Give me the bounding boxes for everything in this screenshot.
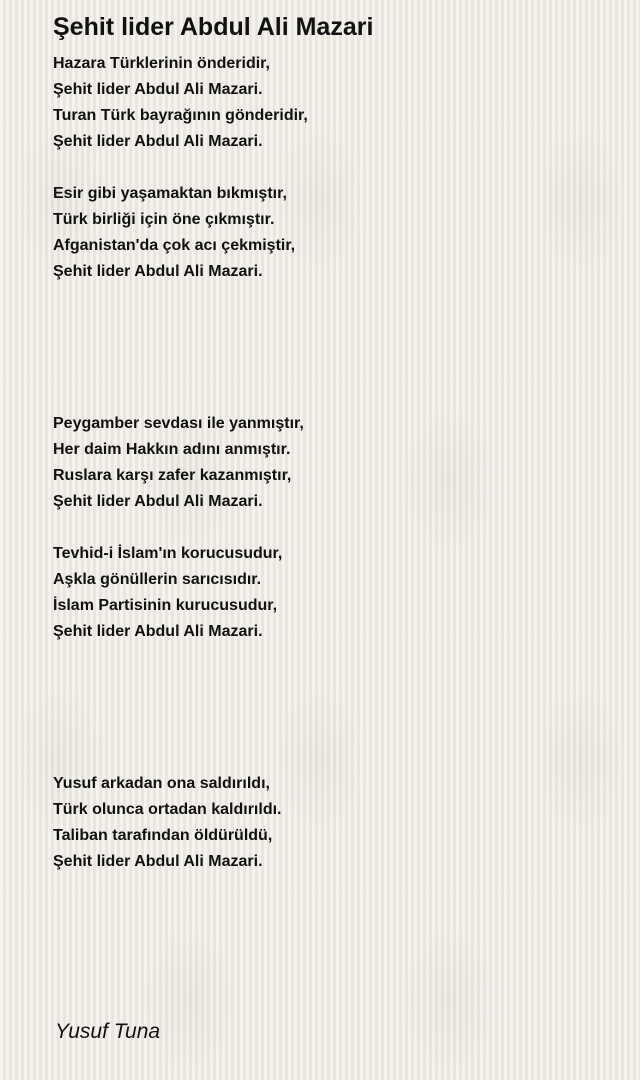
poem-title: Şehit lider Abdul Ali Mazari xyxy=(53,13,374,41)
poem-line: Şehit lider Abdul Ali Mazari. xyxy=(53,133,263,150)
poem-line: Şehit lider Abdul Ali Mazari. xyxy=(53,623,263,640)
poem-line: Türk birliği için öne çıkmıştır. xyxy=(53,211,275,228)
stanza-1 xyxy=(53,51,308,155)
poem-line: Peygamber sevdası ile yanmıştır, xyxy=(53,415,304,432)
poem-line: Şehit lider Abdul Ali Mazari. xyxy=(53,853,263,870)
poem-author: Yusuf Tuna xyxy=(55,1020,161,1043)
stanza-4 xyxy=(53,541,282,645)
poem-line: Türk olunca ortadan kaldırıldı. xyxy=(53,801,282,818)
poem-line: Tevhid-i İslam'ın korucusudur, xyxy=(53,545,283,562)
poem-line: Esir gibi yaşamaktan bıkmıştır, xyxy=(53,185,287,202)
poem-line: Şehit lider Abdul Ali Mazari. xyxy=(53,81,263,98)
poem-line: Hazara Türklerinin önderidir, xyxy=(53,55,270,72)
stanza-5 xyxy=(53,771,281,875)
poem-line: Taliban tarafından öldürüldü, xyxy=(53,827,273,844)
poem-line: Ruslara karşı zafer kazanmıştır, xyxy=(53,467,292,484)
poem-line: Her daim Hakkın adını anmıştır. xyxy=(53,441,291,458)
poem-line: İslam Partisinin kurucusudur, xyxy=(53,597,278,614)
poem-line: Aşkla gönüllerin sarıcısıdır. xyxy=(53,571,262,588)
stanza-3 xyxy=(53,411,304,515)
poem-line: Şehit lider Abdul Ali Mazari. xyxy=(53,493,263,510)
poem-line: Turan Türk bayrağının gönderidir, xyxy=(53,107,308,124)
poem-line: Yusuf arkadan ona saldırıldı, xyxy=(53,775,270,792)
stanza-2 xyxy=(53,181,295,285)
poem-line: Şehit lider Abdul Ali Mazari. xyxy=(53,263,263,280)
poem-line: Afganistan'da çok acı çekmiştir, xyxy=(53,237,296,254)
